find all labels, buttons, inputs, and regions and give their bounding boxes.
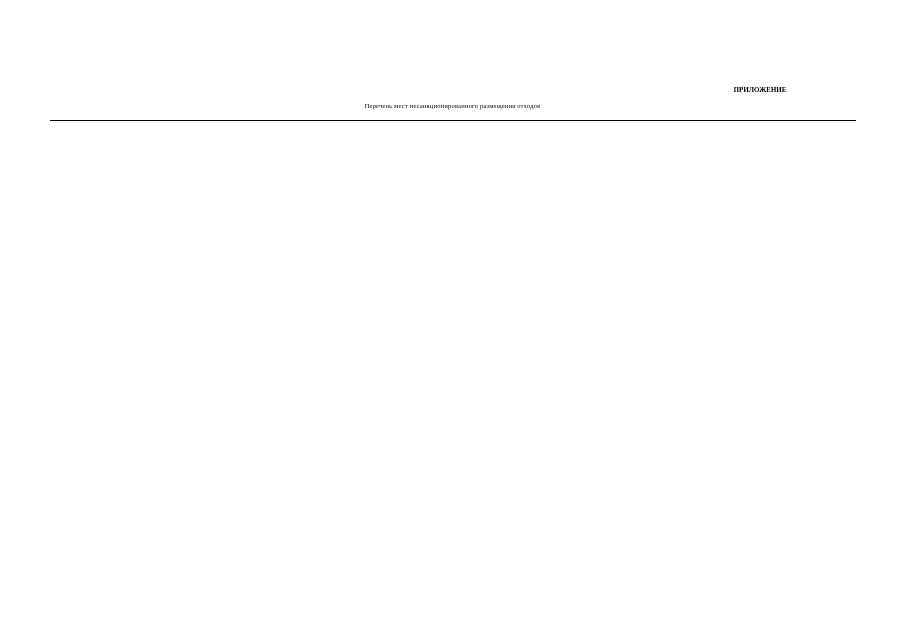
- appendix-label: ПРИЛОЖЕНИЕ: [733, 86, 787, 94]
- document-title: Перечень мест несанкционированного размещения отходов: [364, 103, 541, 110]
- table-region: [50, 120, 856, 581]
